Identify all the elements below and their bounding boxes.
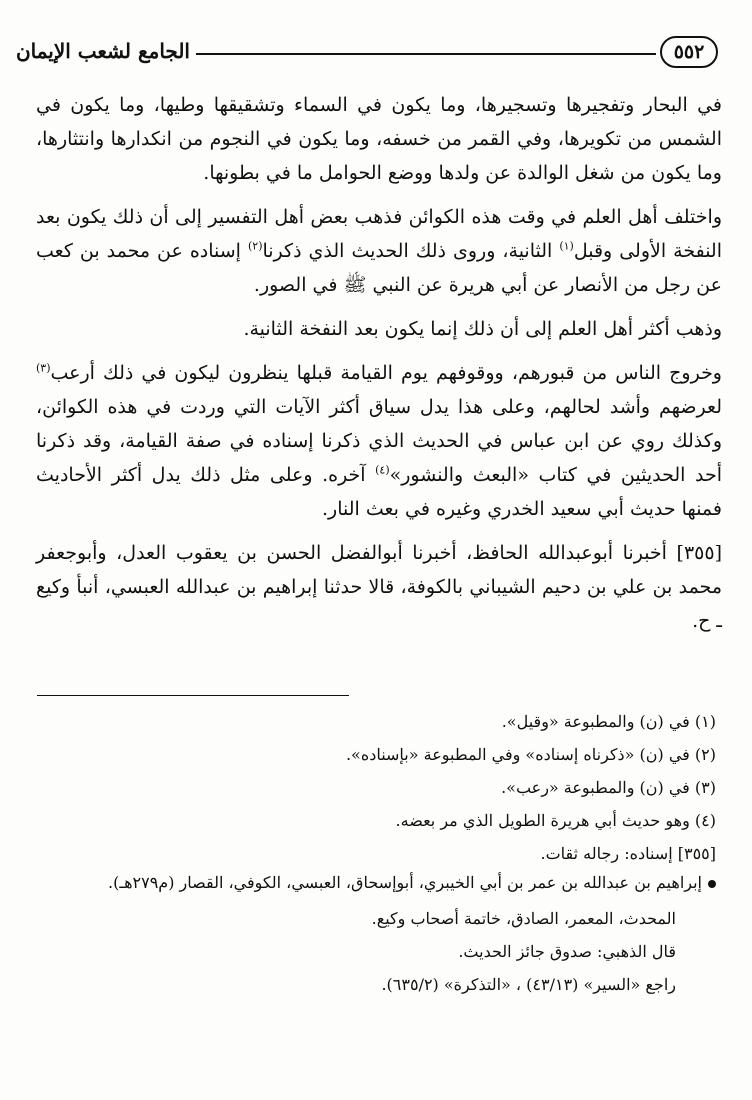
footnote-ref-4[interactable]: (٤)	[375, 463, 390, 477]
main-text	[36, 88, 722, 648]
footnote-separator	[37, 695, 349, 696]
paragraph-5	[36, 536, 722, 638]
narrator-text: إبراهيم بن عبدالله بن عمر بن أبي الخيبري، أبوإسحاق، العبسي، الكوفي، القصار (م٢٧٩هـ).	[108, 873, 702, 892]
page-header	[15, 32, 718, 76]
running-title: الجامع لشعب الإيمان	[15, 39, 190, 63]
paragraph-2-part-a: واختلف أهل العلم في وقت هذه الكوائن فذهب بعض أهل التفسير إلى أن ذلك يكون بعد النفخة الأولى وقبل	[36, 206, 722, 262]
paragraph-4-part-b: لعرضهم وأشد لحالهم، وعلى هذا يدل سياق أكثر الآيات التي وردت في هذه الكوائن، وكذلك روي عن ابن عباس في الحديث الذي ذكرنا إسناده في صفة القيامة، وقد ذكرنا أحد الحديثين في كتاب «البعث والنشور»	[36, 396, 722, 486]
footnote-1: (١) في (ن) والمطبوعة «وقيل».	[501, 712, 716, 731]
footnote-ref-2[interactable]: (٢)	[247, 239, 263, 253]
bullet-icon	[708, 880, 716, 888]
header-rule	[196, 53, 656, 55]
footnote-ref-3[interactable]: (٣)	[36, 361, 51, 375]
narrator-entry	[36, 870, 716, 896]
paragraph-2	[36, 200, 722, 302]
paragraph-2-part-c: إسناده عن محمد بن كعب عن رجل من الأنصار عن أبي هريرة عن النبي ﷺ في الصور.	[36, 240, 722, 296]
paragraph-4-part-a: وخروج الناس من قبورهم، ووقوفهم يوم القيامة قبلها ينظرون ليكون في ذلك أرعب	[50, 362, 722, 384]
isnad-note: [٣٥٥] إسناده: رجاله ثقات.	[540, 844, 716, 863]
reference-note: راجع «السير» (٤٣/١٣) ، «التذكرة» (٦٣٥/٢).	[381, 975, 676, 994]
narrator-description: المحدث، المعمر، الصادق، خاتمة أصحاب وكيع.	[371, 909, 676, 928]
hadith-number: [٣٥٥]	[676, 542, 722, 564]
paragraph-4	[36, 356, 722, 526]
dhahabi-note: قال الذهبي: صدوق جائز الحديث.	[458, 942, 676, 961]
paragraph-3: وذهب أكثر أهل العلم إلى أن ذلك إنما يكون بعد النفخة الثانية.	[243, 318, 722, 340]
footnote-4: (٤) وهو حديث أبي هريرة الطويل الذي مر بعضه.	[395, 811, 716, 830]
footnote-ref-1[interactable]: (١)	[559, 239, 574, 253]
hadith-text: أخبرنا أبوعبدالله الحافظ، أخبرنا أبوالفضل الحسن بن يعقوب العدل، وأبوجعفر محمد بن علي بن دحيم الشيباني بالكوفة، قالا حدثنا إبراهيم بن عبدالله العبسي، أنبأ وكيع ـ ح.	[36, 542, 722, 632]
paragraph-2-part-b: الثانية، وروى ذلك الحديث الذي ذكرنا	[262, 240, 560, 262]
footnote-3: (٣) في (ن) والمطبوعة «رعب».	[501, 778, 716, 797]
footnote-2: (٢) في (ن) «ذكرناه إسناده» وفي المطبوعة «بإسناده».	[345, 745, 716, 764]
paragraph-1: في البحار وتفجيرها وتسجيرها، وما يكون في السماء وتشقيقها وطيها، وما يكون في الشمس من تكويرها، وفي القمر من خسفه، وما يكون في النجوم من انكدارها وانتثارها، وما يكون من شغل الوالدة عن ولدها ووضع الحوامل ما في بطونها.	[36, 94, 722, 184]
footnotes	[36, 705, 716, 1001]
paragraph-4-part-c: آخره. وعلى مثل ذلك يدل أكثر الأحاديث فمنها حديث أبي سعيد الخدري وغيره في بعث النار.	[36, 464, 722, 520]
page-number: ٥٥٢	[660, 36, 718, 68]
